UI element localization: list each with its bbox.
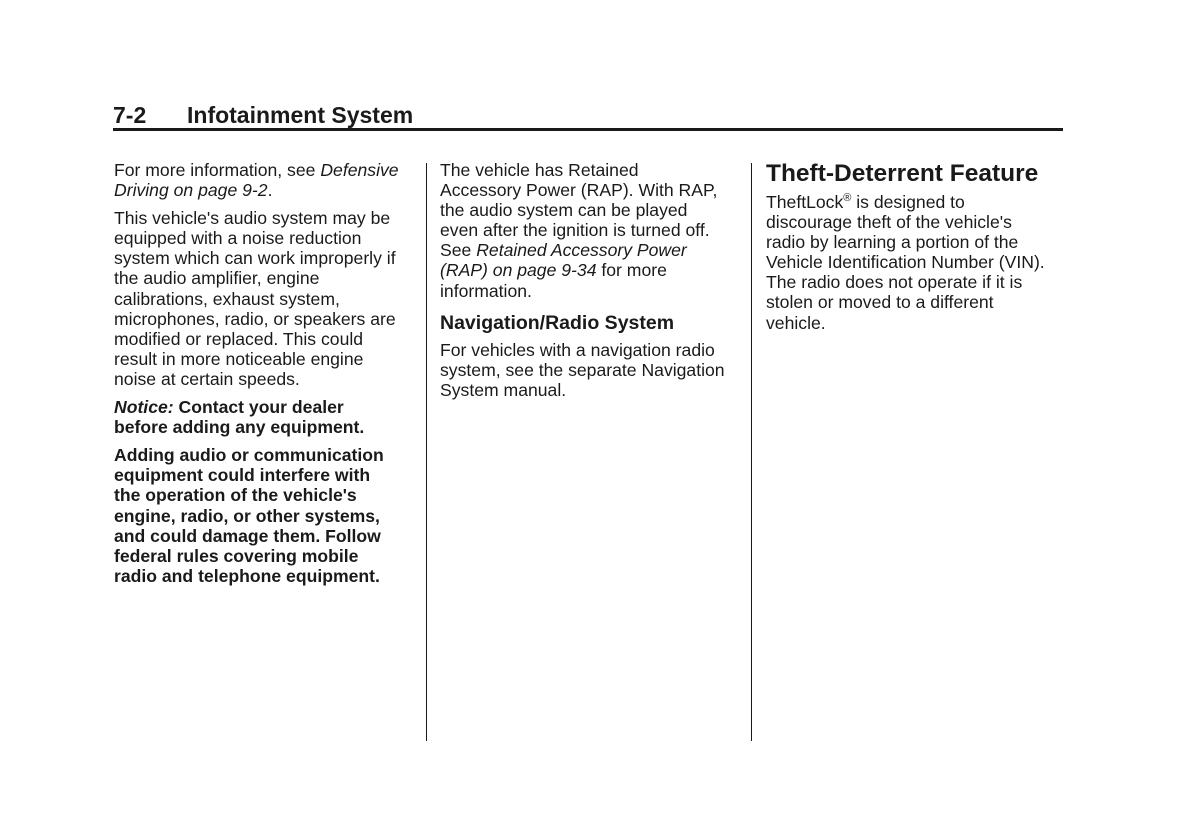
notice-label: Notice: (114, 397, 174, 418)
warning-line: equipment could interfere with (114, 465, 371, 486)
text-line: vehicle. (766, 312, 826, 333)
theft-deterrent-heading: Theft-Deterrent Feature (766, 160, 1039, 187)
warning-paragraph (114, 445, 414, 586)
registered-mark: ® (843, 192, 852, 205)
page-header (113, 100, 1063, 130)
text-line: the audio system can be played (440, 200, 688, 221)
theftlock-brand: TheftLock (766, 192, 844, 212)
column-2 (440, 160, 740, 400)
text-line: equipped with a noise reduction (114, 228, 362, 249)
text-line: The radio does not operate if it is (766, 272, 1023, 293)
text-line: discourage theft of the vehicle's (766, 212, 1012, 233)
text-line: Accessory Power (RAP). With RAP, (440, 180, 718, 201)
text-line: Vehicle Identification Number (VIN). (766, 252, 1045, 273)
page-number: 7-2 (113, 102, 147, 128)
notice-paragraph (114, 397, 414, 437)
text-line: information. (440, 280, 532, 301)
theftlock-paragraph (766, 192, 1066, 333)
column-divider-1 (426, 163, 427, 741)
text-line: This vehicle's audio system may be (114, 208, 391, 229)
text-line: For vehicles with a navigation radio (440, 339, 715, 360)
column-1 (114, 160, 414, 586)
navigation-radio-heading: Navigation/Radio System (440, 311, 675, 334)
see-text: See (440, 240, 477, 261)
defensive-driving-link-cont[interactable]: Driving on page 9-2 (114, 180, 268, 201)
navigation-paragraph (440, 340, 740, 400)
section-title: Infotainment System (187, 102, 414, 128)
text-line: The vehicle has Retained (440, 160, 639, 180)
column-divider-2 (751, 163, 752, 741)
more-info-paragraph (114, 160, 414, 200)
warning-line: federal rules covering mobile (114, 545, 359, 566)
period: . (267, 180, 273, 201)
column-3 (766, 160, 1066, 333)
text-line: even after the ignition is turned off. (440, 220, 710, 241)
text-line: microphones, radio, or speakers are (114, 308, 396, 329)
text-line: system, see the separate Navigation (440, 359, 725, 380)
text-line: radio by learning a portion of the (766, 232, 1019, 253)
warning-line: and could damage them. Follow (114, 525, 381, 546)
rap-link-cont[interactable]: (RAP) on page 9-34 (440, 260, 597, 281)
warning-line: Adding audio or communication (114, 445, 384, 466)
notice-text: Contact your dealer (173, 397, 344, 418)
text-line: calibrations, exhaust system, (114, 288, 340, 309)
text-line: result in more noticeable engine (114, 348, 364, 369)
notice-text: before adding any equipment. (114, 417, 365, 438)
text-line: noise at certain speeds. (114, 368, 300, 389)
text-line: stolen or moved to a different (766, 292, 994, 313)
more-info-text: For more information, see (114, 160, 321, 180)
for-more-text: for more (596, 260, 667, 281)
text-segment: is designed to (851, 192, 965, 212)
text-line: system which can work improperly if (114, 248, 396, 269)
text-line: System manual. (440, 379, 567, 400)
warning-line: the operation of the vehicle's (114, 485, 357, 506)
defensive-driving-link[interactable]: Defensive (320, 160, 399, 180)
text-line: modified or replaced. This could (114, 328, 364, 349)
warning-line: radio and telephone equipment. (114, 565, 380, 586)
rap-link[interactable]: Retained Accessory Power (476, 240, 687, 261)
header-rule (113, 128, 1063, 131)
warning-line: engine, radio, or other systems, (114, 505, 380, 526)
text-line: the audio amplifier, engine (114, 268, 320, 289)
rap-paragraph (440, 160, 740, 301)
noise-reduction-paragraph (114, 208, 414, 389)
